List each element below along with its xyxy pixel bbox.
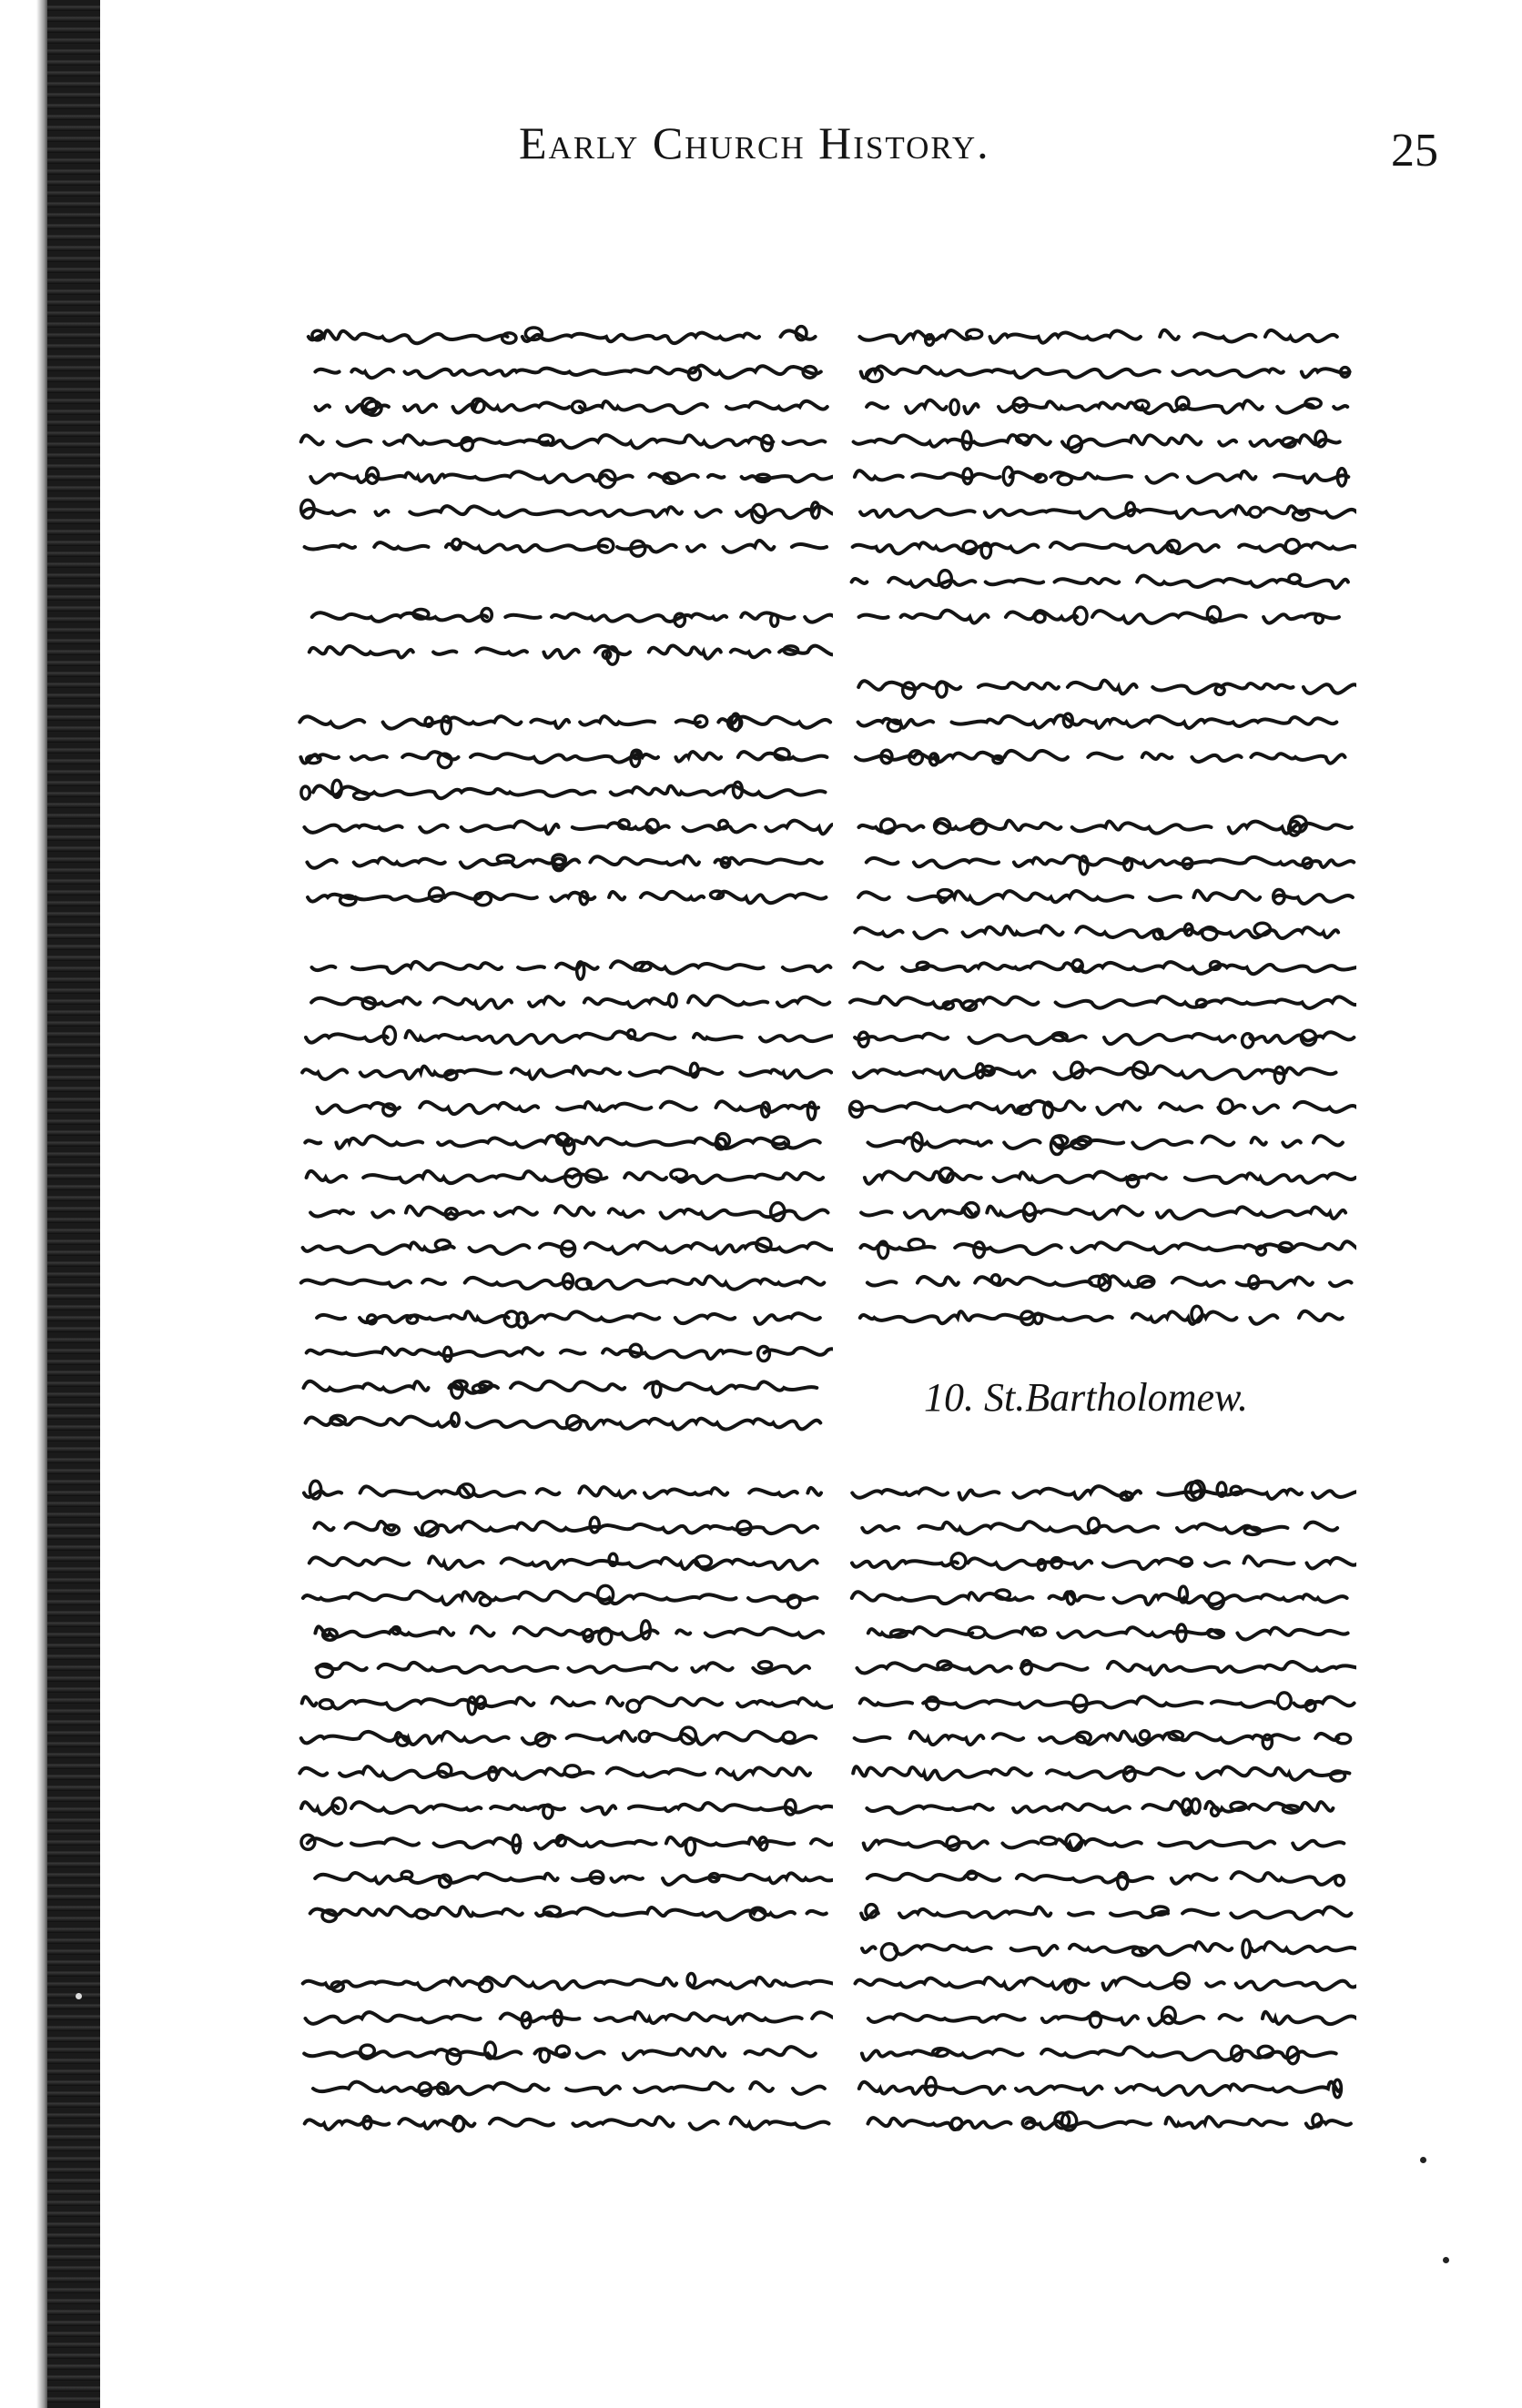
shorthand-line [311,996,829,1008]
shorthand-loop [968,1871,977,1879]
shorthand-line [854,435,1340,448]
shorthand-loop [783,1732,795,1742]
shorthand-line [302,1697,833,1710]
shorthand-line [305,2117,829,2130]
shorthand-loop [734,782,743,797]
shorthand-line [304,1381,817,1394]
shorthand-loop [502,333,516,343]
shorthand-line [858,715,1337,728]
shorthand-text-left [296,309,833,2148]
shorthand-line [302,1067,831,1079]
shorthand-line [299,716,830,729]
shorthand-line [859,611,1339,623]
shorthand-loop [539,435,553,445]
shorthand-loop [480,1596,491,1605]
shorthand-line [306,2012,834,2024]
shorthand-loop [468,1697,475,1715]
shorthand-loop [425,717,432,726]
shorthand-loop [1058,475,1071,485]
shorthand-loop [401,1871,412,1878]
shorthand-line [301,435,826,448]
shorthand-line [857,1662,1357,1674]
shorthand-loop [1196,999,1206,1007]
shorthand-line [307,1348,833,1359]
shorthand-line [855,926,1338,938]
shorthand-line [315,1873,833,1885]
shorthand-loop [1243,1939,1250,1958]
shorthand-line [312,612,833,622]
shorthand-line [305,541,827,552]
shorthand-line [303,1592,817,1605]
shorthand-line [858,891,1353,905]
shorthand-line [315,366,820,379]
shorthand-column-left [296,309,833,2148]
shorthand-line [299,1766,810,1779]
book-binding-edge [47,0,100,2408]
shorthand-loop [950,400,959,414]
shorthand-loop [963,469,972,484]
shorthand-line [862,1942,1355,1955]
shorthand-line [864,1839,1344,1850]
shorthand-loop [497,855,513,863]
shorthand-loop [933,2049,949,2057]
shorthand-line [304,821,833,835]
shorthand-loop [1212,1807,1219,1816]
shorthand-loop [1306,1701,1315,1712]
shorthand-loop [669,994,676,1007]
shorthand-line [860,506,1356,519]
shorthand-line [859,2082,1341,2096]
shorthand-loop [1041,1837,1057,1845]
shorthand-loop [590,1517,599,1533]
shorthand-line [855,470,1348,483]
shorthand-loop [1331,1771,1345,1781]
shorthand-line [317,1311,820,1324]
shorthand-line [303,1977,833,1989]
shorthand-loop [452,539,461,550]
shorthand-line [309,645,833,658]
running-title: Early Church History. [519,117,990,168]
shorthand-line [868,2117,1351,2130]
shorthand-loop [642,1621,651,1639]
shorthand-line [310,1206,827,1219]
shorthand-line [300,752,827,763]
shorthand-line [868,1136,1343,1148]
shorthand-line [861,1207,1345,1219]
shorthand-line [308,892,826,904]
shorthand-line [861,366,1350,378]
shorthand-line [313,2082,825,2095]
shorthand-loop [301,786,309,799]
shorthand-column-right [847,309,1356,2148]
shorthand-loop [340,895,356,906]
shorthand-loop [1032,1627,1045,1635]
shorthand-line [867,1802,1333,1814]
shorthand-line [304,1486,821,1498]
shorthand-loop [1257,1246,1266,1255]
speck [1420,2157,1426,2163]
shorthand-loop [407,1316,417,1324]
shorthand-line [852,1592,1347,1604]
shorthand-line [867,400,1347,414]
shorthand-loop [752,504,766,522]
shorthand-loop [671,1169,687,1179]
shorthand-line [860,1311,1343,1324]
shorthand-loop [1231,1486,1241,1494]
section-number: 10. [924,1375,974,1420]
shorthand-line [858,681,1356,694]
shorthand-line [313,785,826,798]
shorthand-loop [807,1102,815,1119]
shorthand-loop [416,1910,428,1919]
shorthand-line [855,1032,1354,1044]
shorthand-line [308,1837,833,1849]
shorthand-line [852,576,1348,589]
shorthand-line [854,1066,1336,1078]
shorthand-line [317,1663,809,1674]
shorthand-loop [1051,1558,1061,1568]
shorthand-line [859,821,1352,834]
shorthand-line [853,542,1356,553]
shorthand-loop [759,1662,772,1669]
shorthand-loop [1003,467,1013,485]
shorthand-loop [991,1275,999,1284]
shorthand-loop [675,613,685,626]
shorthand-loop [1141,1731,1150,1740]
shorthand-line [306,1417,821,1430]
shorthand-line [309,330,816,343]
shorthand-loop [1250,507,1262,517]
shorthand-loop [1035,612,1045,622]
speck [1443,2257,1449,2263]
shorthand-text-right [847,309,1356,2148]
shorthand-line [852,1556,1356,1569]
shorthand-line [868,1872,1344,1885]
shorthand-loop [489,1767,497,1780]
shorthand-line [301,1802,833,1815]
shorthand-loop [1289,574,1300,583]
section-heading [924,1374,1248,1421]
shorthand-line [852,1101,1356,1115]
shorthand-line [868,1627,1348,1639]
shorthand-loop [719,820,728,828]
speck [76,1993,82,1999]
shorthand-loop [1277,1693,1291,1709]
shorthand-loop [967,329,982,339]
shorthand-line [850,997,1356,1008]
shorthand-loop [962,431,971,450]
shorthand-line [868,2012,1356,2026]
shorthand-loop [627,1700,640,1712]
shorthand-line [852,1486,1356,1500]
shorthand-line [301,1732,817,1745]
shorthand-loop [1034,1313,1041,1323]
shorthand-line [312,961,831,973]
shorthand-line [856,1978,1357,1990]
shorthand-loop [441,716,451,734]
shorthand-loop [1335,1876,1344,1886]
shorthand-line [853,1766,1349,1780]
shorthand-loop [480,1980,492,1991]
shorthand-loop [639,1731,649,1741]
shorthand-line [867,855,1354,867]
shorthand-loop [1315,614,1323,623]
shorthand-line [310,471,833,483]
shorthand-loop [1215,686,1224,694]
shorthand-line [303,1242,833,1254]
shorthand-loop [908,1239,924,1250]
page-number: 25 [1391,125,1438,177]
shorthand-loop [628,1030,635,1039]
shorthand-line [309,1556,817,1569]
shorthand-loop [1263,1735,1272,1748]
shorthand-loop [360,2045,374,2056]
section-title: St.Bartholomew. [984,1375,1249,1420]
shorthand-line [861,1907,1351,1919]
shorthand-loop [619,820,629,829]
